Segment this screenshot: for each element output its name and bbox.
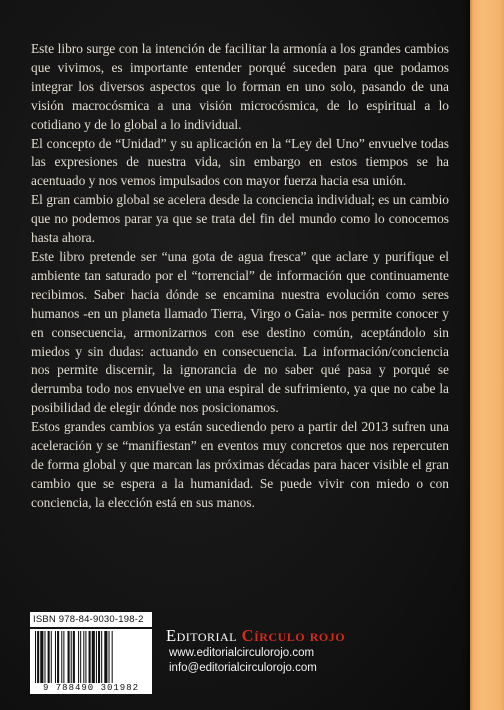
book-spine	[470, 0, 504, 710]
publisher-email: info@editorialcirculorojo.com	[169, 662, 317, 674]
barcode-number: 9 788490 301982	[42, 683, 139, 693]
back-cover-blurb	[31, 40, 449, 513]
publisher-website: www.editorialcirculorojo.com	[169, 647, 315, 659]
barcode-icon	[33, 631, 149, 683]
blurb-paragraph-4: Este libro pretende ser “una gota de agua fresca” que aclare y purifique el ambiente tan saturado por el “torrencial” de información que continuamente recibimos. Saber hacia dónde se encamina nuestra evolución como seres humanos -en un planeta llamado Tierra, Virgo o Gaia- nos permite conocer y en consecuencia, armonizarnos con ese destino común, aceptándolo sin miedos y sin dudas: actuando en consecuencia. La información/conciencia nos permite discernir, la ignorancia de no saber qué pasa y porqué se derrumba todo nos envuelve en una espiral de sufrimiento, ya que no cabe la posibilidad de elegir dónde nos posicionamos.	[31, 248, 449, 416]
blurb-paragraph-3: El gran cambio global se acelera desde la conciencia individual; es un cambio que no podemos parar ya que se trata del fin del mundo como lo conocemos hasta ahora.	[31, 192, 449, 246]
blurb-paragraph-1: Este libro surge con la intención de facilitar la armonía a los grandes cambios que vivimos, es importante entender porqué suceden para que podamos integrar los diversos aspectos que lo forman en uno solo, pasando de una visión macrocósmica a una visión microcósmica, de lo espiritual a lo cotidiano y de lo global a lo individual.	[31, 41, 449, 132]
isbn-label: ISBN 978-84-9030-198-2	[30, 612, 152, 627]
barcode	[30, 629, 152, 694]
publisher-block	[166, 626, 376, 676]
blurb-paragraph-2: El concepto de “Unidad” y su aplicación en la “Ley del Uno” envuelve todas las expresiones de nuestra vida, sin embargo en estos tiempos se ha acentuado y nos vemos impulsados con mayor fuerza hacia esa unión.	[31, 135, 449, 189]
publisher-name-second: Círculo rojo	[241, 626, 346, 645]
blurb-paragraph-5: Estos grandes cambios ya están sucediendo pero a partir del 2013 sufren una aceleración y se “manifiestan” en eventos muy concretos que nos repercuten de forma global y que marcan las próximas décadas para hacer visible el gran cambio que se espera a la humanidad. Se puede vivir con miedo o con conciencia, la elección está en sus manos.	[31, 419, 449, 510]
publisher-name	[166, 626, 376, 646]
isbn-block	[30, 612, 152, 694]
publisher-name-first: Editorial	[166, 626, 238, 645]
